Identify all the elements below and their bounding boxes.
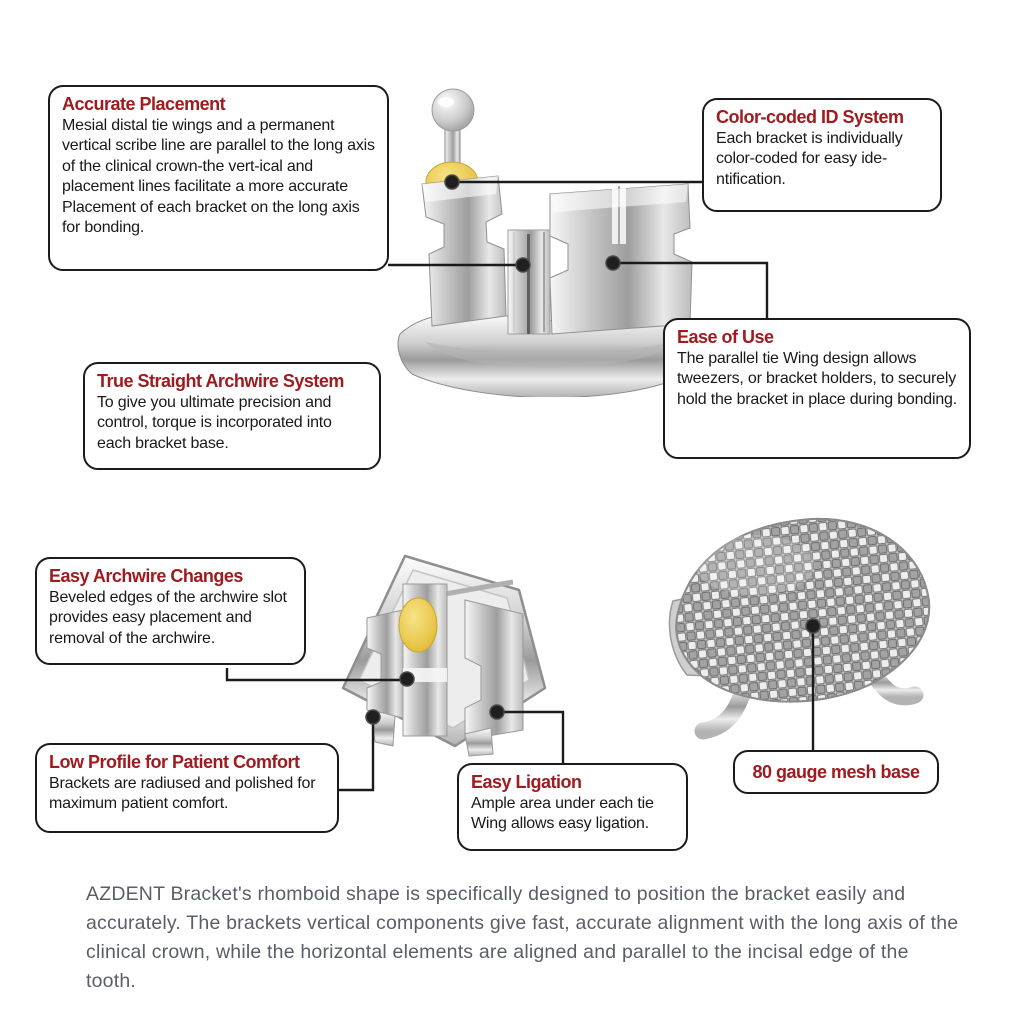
callout-mesh-base-label bbox=[733, 750, 939, 794]
mesh-base-illustration bbox=[655, 505, 967, 763]
callout-true-straight-archwire-system bbox=[83, 362, 381, 470]
callout-title: Easy Ligation bbox=[471, 772, 582, 792]
callout-accurate-placement bbox=[48, 85, 389, 271]
bracket-front-illustration bbox=[392, 82, 704, 397]
callout-title: Color-coded ID System bbox=[716, 107, 904, 127]
bracket-photo-side-view bbox=[315, 548, 567, 760]
bracket-photo-mesh-base bbox=[655, 505, 967, 763]
ball-hook bbox=[432, 89, 474, 131]
callout-body: The parallel tie Wing design allows tweezers, or bracket holders, to securely hold the bracket in place during bonding. bbox=[677, 350, 958, 408]
footer-description: AZDENT Bracket's rhomboid shape is specifically designed to position the bracket easily and accurately. The brackets vertical components give fast, accurate alignment with the long axis of the clinical crown, while the horizontal elements are aligned and parallel to the incisal edge of the tooth. bbox=[86, 883, 959, 992]
callout-body: To give you ultimate precision and control, torque is incorporated into each bracket base. bbox=[97, 394, 332, 452]
bracket-photo-front-view bbox=[392, 82, 704, 397]
callout-title: Easy Archwire Changes bbox=[49, 566, 243, 586]
bracket-side-illustration bbox=[315, 548, 567, 760]
mesh-base-label: 80 gauge mesh base bbox=[752, 761, 920, 782]
callout-body: Each bracket is individually color-coded for easy ide-ntification. bbox=[716, 130, 903, 188]
callout-title: True Straight Archwire System bbox=[97, 371, 344, 391]
callout-body: Ample area under each tie Wing allows easy ligation. bbox=[471, 795, 654, 833]
vertical-scribe-line bbox=[527, 234, 530, 334]
callout-low-profile-for-patient-comfort bbox=[35, 743, 339, 833]
callout-color-coded-id-system bbox=[702, 98, 942, 212]
callout-body: Beveled edges of the archwire slot provides easy placement and removal of the archwire. bbox=[49, 589, 287, 647]
callout-body: Brackets are radiused and polished for maximum patient comfort. bbox=[49, 775, 316, 813]
callout-title: Accurate Placement bbox=[62, 94, 226, 114]
callout-title: Low Profile for Patient Comfort bbox=[49, 752, 300, 772]
callout-title: Ease of Use bbox=[677, 327, 774, 347]
callout-easy-archwire-changes bbox=[35, 557, 306, 665]
callout-ease-of-use bbox=[663, 318, 971, 459]
color-code-dot bbox=[399, 598, 437, 652]
callout-body: Mesial distal tie wings and a permanent vertical scribe line are parallel to the long axis of the clinical crown-the vert-ical and placement lines facilitate a more accurate Placement of each bracket on the long axis for bonding. bbox=[62, 117, 375, 237]
callout-easy-ligation bbox=[457, 763, 688, 851]
